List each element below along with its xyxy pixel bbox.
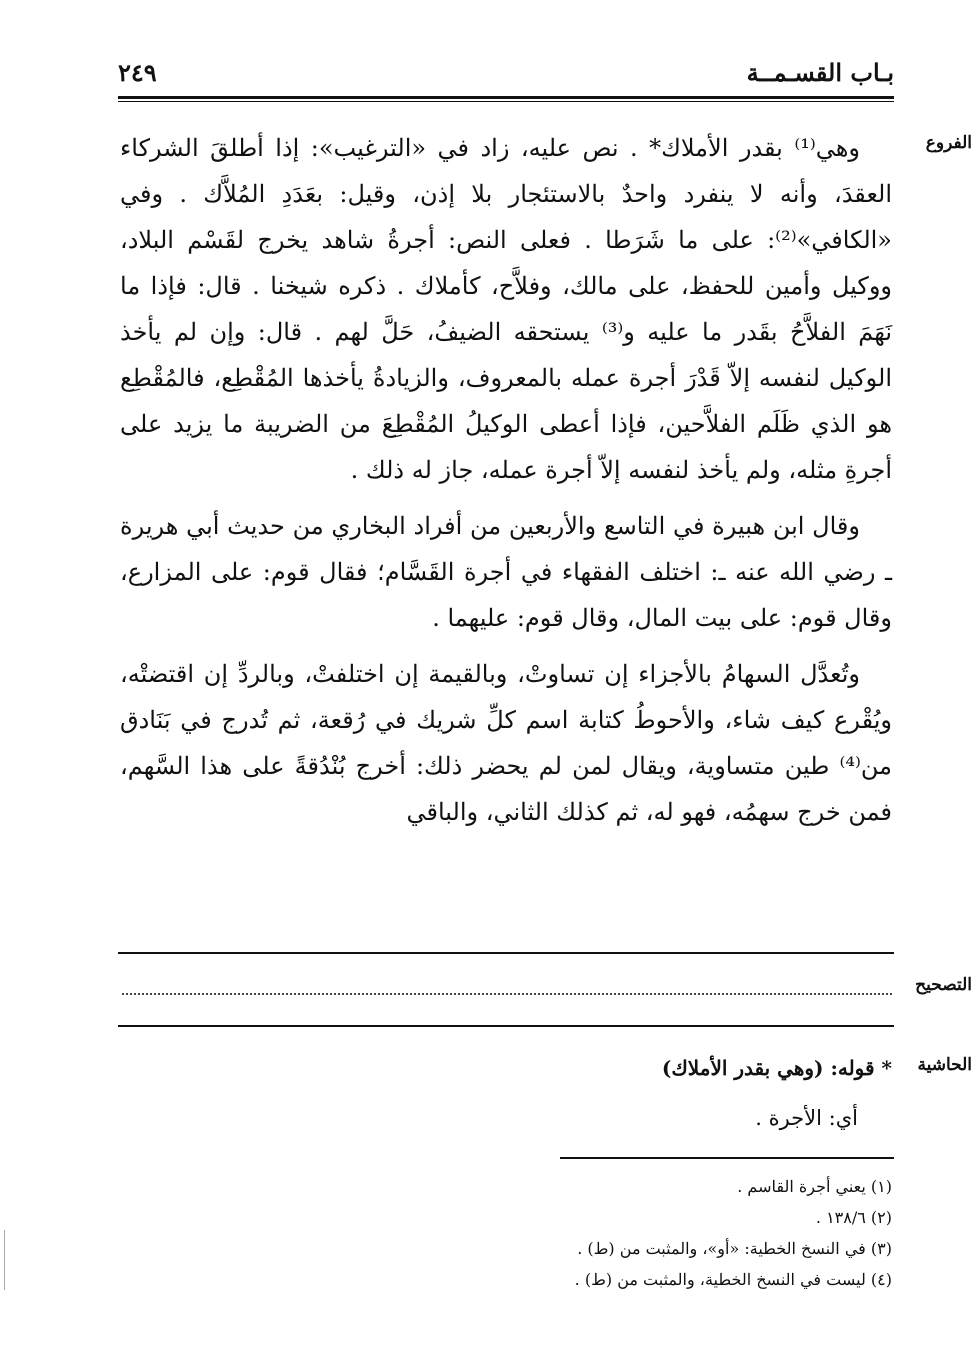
footnote-rule <box>560 1157 894 1159</box>
footnote-2: (٢) ١٣٨/٦ . <box>815 1208 892 1227</box>
chapter-title: بـاب القسـمــة <box>746 58 894 87</box>
hashiya-text: أي: الأجرة . <box>755 1106 858 1130</box>
paragraph-1: وهي⁽¹⁾ بقدر الأملاك* . نص عليه، زاد في «الترغيب»: إذا أطلقَ الشركاء العقدَ، وأنه لا ينفرد واحدٌ بالاستئجار بلا إذن، وقيل: بعَدَدِ المُلاَّك . وفي «الكافي»⁽²⁾: على ما شَرَطا . فعلى النص: أجرةُ شاهد يخرج لقَسْم البلاد، ووكيل وأمين للحفظ، على مالك، وفلاَّح، كأملاك . ذكره شيخنا . قال: فإذا ما نَهَمَ الفلاَّحُ بقَدر ما عليه و⁽³⁾ يستحقه الضيفُ، حَلَّ لهم . قال: وإن لم يأخذ الوكيل لنفسه إلاّ قَدْرَ أجرة عمله بالمعروف، والزيادةُ يأخذها المُقْطِع، فالمُقْطِع هو الذي ظَلَم الفلاَّحين، فإذا أعطى الوكيلُ المُقْطِعَ من الضريبة ما يزيد على أجرةِ مثله، ولم يأخذ لنفسه إلاّ أجرة عمله، جاز له ذلك . <box>120 134 893 484</box>
footnote-1: (١) يعني أجرة القاسم . <box>737 1177 892 1196</box>
footnote-4: (٤) ليست في النسخ الخطية، والمثبت من (ط) . <box>574 1270 892 1289</box>
side-label-tashih: التصحيح <box>915 975 972 995</box>
text-bottom-rule <box>118 952 894 954</box>
main-text <box>120 125 892 835</box>
side-label-furu: الفروع <box>925 133 972 153</box>
hashiya-heading: * قوله: (وهي بقدر الأملاك) <box>661 1056 892 1080</box>
paragraph-3: وتُعدَّل السهامُ بالأجزاء إن تساوتْ، وبالقيمة إن اختلفتْ، وبالردِّ إن اقتضتْه، ويُقْرع كيف شاء، والأحوطُ كتابة اسم كلِّ شريك في رُقعة، ثم تُدرج في بَنَادق من⁽⁴⁾ طين متساوية، ويقال لمن لم يحضر ذلك: أخرج بُنْدُقةً على هذا السَّهم، فمن خرج سهمُه، فهو له، ثم كذلك الثاني، والباقي <box>120 660 892 826</box>
margin-mark <box>4 1230 5 1290</box>
paragraph-2: وقال ابن هبيرة في التاسع والأربعين من أفراد البخاري من حديث أبي هريرة ـ رضي الله عنه ـ: اختلف الفقهاء في أجرة القَسَّام؛ فقال قوم: على المزارع، وقال قوم: على بيت المال، وقال قوم: عليهما . <box>120 512 892 632</box>
header-rule-thin <box>118 101 894 102</box>
side-label-hashiya: الحاشية <box>917 1055 972 1075</box>
section-divider <box>118 1025 894 1027</box>
tashih-dotted-line <box>122 993 892 995</box>
header-rule <box>118 96 894 99</box>
page-number: ٢٤٩ <box>118 58 157 87</box>
page-header <box>118 58 894 98</box>
footnotes <box>332 1171 892 1295</box>
footnote-3: (٣) في النسخ الخطية: «أو»، والمثبت من (ط) . <box>577 1239 892 1258</box>
